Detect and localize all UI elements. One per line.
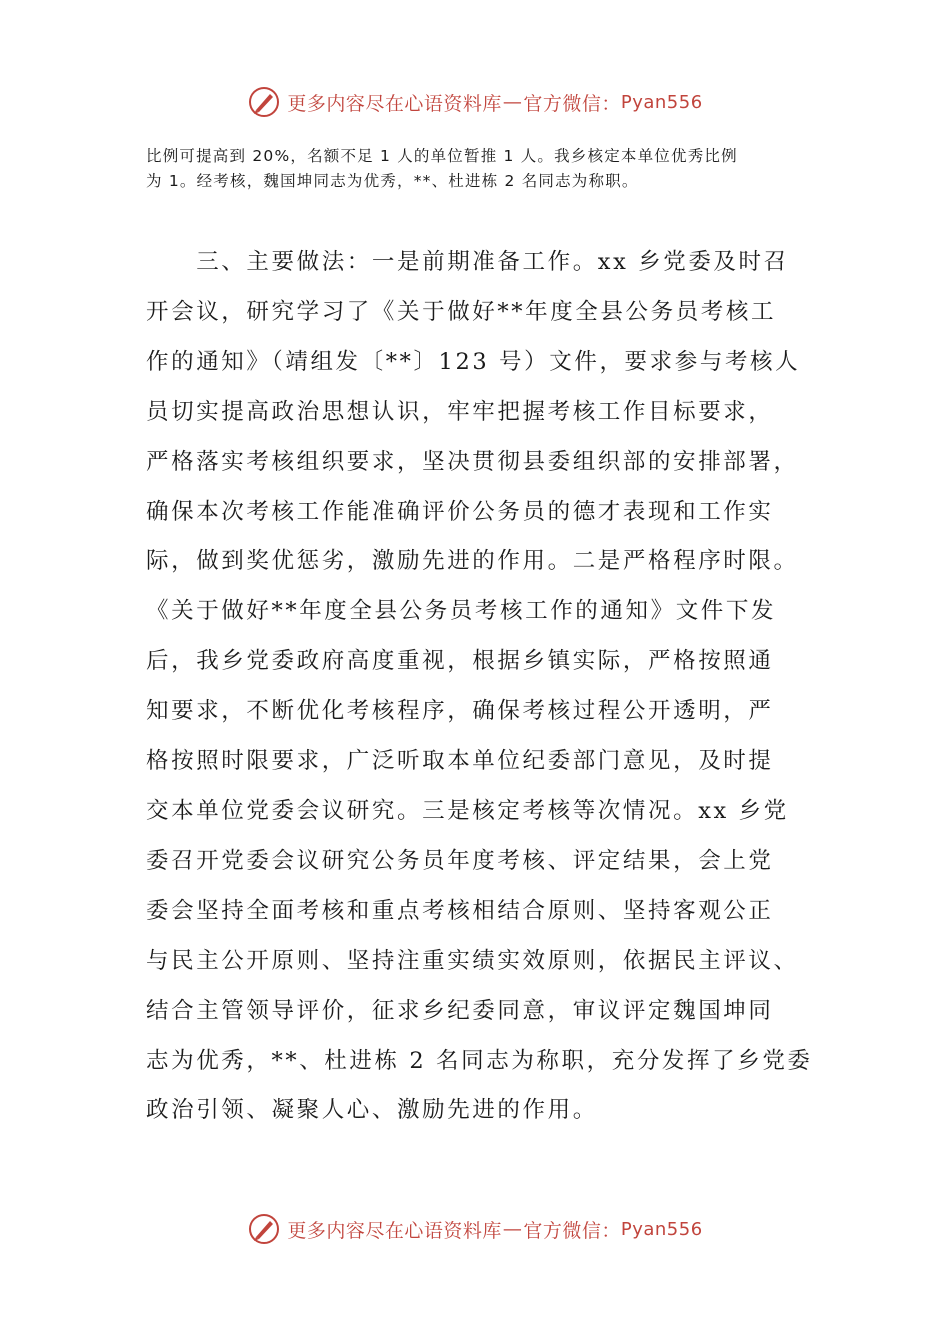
- text-line: 格按照时限要求，广泛听取本单位纪委部门意见，及时提: [146, 748, 774, 775]
- text-line: 际，做到奖优惩劣，激励先进的作用。二是严格程序时限。: [146, 548, 799, 575]
- text-line: 结合主管领导评价，征求乡纪委同意，审议评定魏国坤同: [146, 997, 774, 1024]
- watermark-wechat-id: Pyan556: [620, 91, 703, 113]
- text-line: 为 1。经考核，魏国坤同志为优秀，**、杜进栋 2 名同志为称职。: [146, 172, 639, 190]
- watermark-separator: —: [502, 1218, 523, 1240]
- pen-logo-icon: [247, 1212, 281, 1246]
- text-line: 知要求，不断优化考核程序，确保考核过程公开透明，严: [146, 698, 774, 725]
- text-line: 员切实提高政治思想认识，牢牢把握考核工作目标要求，: [146, 398, 774, 425]
- watermark-text: 更多内容尽在心语资料库: [287, 92, 502, 115]
- text-line: 后，我乡党委政府高度重视，根据乡镇实际，严格按照通: [146, 648, 774, 675]
- pen-logo-icon: [247, 85, 281, 119]
- watermark-wechat-id: Pyan556: [620, 1218, 703, 1240]
- text-line: 志为优秀，**、杜进栋 2 名同志为称职，充分发挥了乡党委: [146, 1047, 813, 1074]
- watermark-suffix: 官方微信：: [523, 1219, 621, 1242]
- watermark-separator: —: [502, 91, 523, 113]
- section-three-main-practices: [146, 238, 813, 1136]
- text-line: 作的通知》（靖组发〔**〕123 号）文件，要求参与考核人: [146, 348, 801, 375]
- header-watermark: [0, 82, 950, 122]
- continued-paragraph: [146, 144, 806, 194]
- text-line: 与民主公开原则、坚持注重实绩实效原则，依据民主评议、: [146, 947, 799, 974]
- text-line: 比例可提高到 20%，名额不足 1 人的单位暂推 1 人。我乡核定本单位优秀比例: [146, 147, 738, 165]
- watermark-text: 更多内容尽在心语资料库: [287, 1219, 502, 1242]
- watermark-suffix: 官方微信：: [523, 92, 621, 115]
- text-line: 委会坚持全面考核和重点考核相结合原则、坚持客观公正: [146, 897, 774, 924]
- footer-watermark: [0, 1209, 950, 1249]
- text-line: 开会议，研究学习了《关于做好**年度全县公务员考核工: [146, 298, 777, 325]
- text-line: 确保本次考核工作能准确评价公务员的德才表现和工作实: [146, 498, 774, 525]
- text-line: 交本单位党委会议研究。三是核定考核等次情况。xx 乡党: [146, 797, 789, 824]
- text-line: 委召开党委会议研究公务员年度考核、评定结果，会上党: [146, 847, 774, 874]
- text-line: 政治引领、凝聚人心、激励先进的作用。: [146, 1097, 598, 1124]
- text-line: 《关于做好**年度全县公务员考核工作的通知》文件下发: [146, 598, 777, 625]
- text-line: 严格落实考核组织要求，坚决贯彻县委组织部的安排部署，: [146, 448, 799, 475]
- text-line: 三、主要做法：一是前期准备工作。xx 乡党委及时召: [146, 249, 789, 275]
